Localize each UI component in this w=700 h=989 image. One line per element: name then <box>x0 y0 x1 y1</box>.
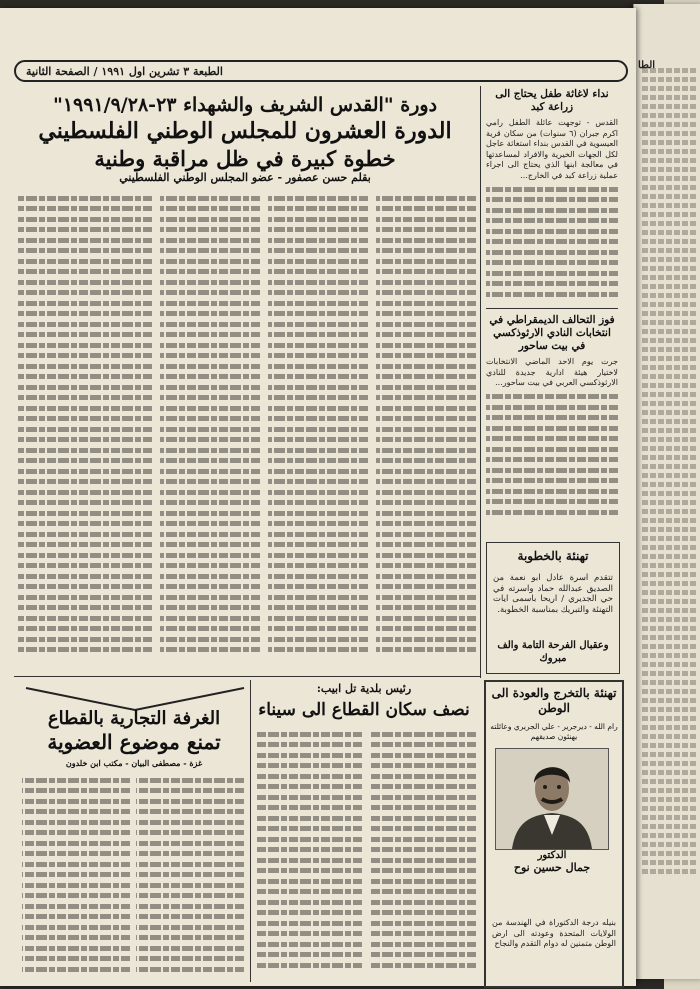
main-story-byline: بقلم حسن عصفور - عضو المجلس الوطني الفلسطيني <box>119 171 371 184</box>
graduate-caption-title: الدكتور <box>537 850 567 861</box>
main-story-subtitle: خطوة كبيرة في ظل مراقبة وطنية <box>94 146 396 171</box>
page-date-line: الطبعة ٣ تشرين اول ١٩٩١ / الصفحة الثانية <box>26 64 223 78</box>
sinai-story-kicker: رئيس بلدية تل ابيب: <box>316 682 412 695</box>
newspaper-page <box>0 8 636 986</box>
graduation-body: بنيله درجة الدكتوراة في الهندسة من الولايات المتحدة وعودته الى ارض الوطن متمنين له دوام التقدم والنجاح <box>492 918 616 948</box>
sinai-story-title: نصف سكان القطاع الى سيناء <box>258 700 470 720</box>
engagement-body: تتقدم اسرة عادل ابو نعمة من الصديق عبدالله حماد واسرته في حي الجديري / اريحا باسمى ايات التهنئة والتبريك بمناسبة الخطوبة. <box>493 573 613 615</box>
main-story-column-4 <box>18 190 152 672</box>
underlying-page-tab: الطا <box>638 60 656 71</box>
main-story-title: الدورة العشرون للمجلس الوطني الفلسطيني <box>38 118 452 144</box>
sinai-story-column-1 <box>370 726 476 982</box>
graduate-caption-name: جمال حسين نوح <box>513 861 591 874</box>
graduation-title: تهنئة بالتخرج والعودة الى الوطن <box>491 686 617 715</box>
page-header <box>14 60 628 82</box>
main-story-column-3 <box>160 190 260 672</box>
chamber-story-column-2 <box>22 772 130 982</box>
chamber-story-banner: الغرفة التجارية بالقطاع <box>47 708 221 729</box>
chamber-story-byline: غزة - مصطفى البيان - مكتب ابن خلدون <box>65 758 203 768</box>
main-story-column-1 <box>376 190 476 672</box>
sidebar-rule <box>486 308 618 309</box>
graduate-photo <box>495 748 609 850</box>
engagement-notice <box>486 542 620 674</box>
sidebar-story-1-lead: القدس - توجهت عائلة الطفل رامي اكرم جبران (٦ سنوات) من سكان قرية العيسوية في القدس بنداء استغاثة عاجل لكل الجهات الخيرية والافراد لمساعدتها في معالجة ابنها الذي يحتاج الى اجراء عملية زراعة كبد في الخارج... <box>486 118 618 180</box>
underlying-page <box>633 4 700 979</box>
underlying-page-text <box>642 64 698 964</box>
sidebar-story-2 <box>486 314 618 536</box>
main-story-column-2 <box>268 190 368 672</box>
section-column-rule <box>250 680 251 982</box>
graduation-from: رام الله - ديرجرير - علي الجريري وعائلته يهنئون صديقهم <box>490 722 618 741</box>
portrait-image <box>496 749 608 849</box>
sidebar-story-1 <box>486 88 618 318</box>
chamber-story-title: تمنع موضوع العضوية <box>47 730 221 754</box>
engagement-wish: وعقبال الفرحة التامة والف مبروك <box>497 640 609 664</box>
sidebar-story-2-lead: جرت يوم الاحد الماضي الانتخابات لاختيار هيئة ادارية جديدة للنادي الارثوذكسي العربي في بيت ساحور... <box>486 357 618 387</box>
sidebar-story-2-title: فوز التحالف الديمقراطي في انتخابات النادي الارثوذكسي في بيت ساحور <box>489 314 615 352</box>
column-rule <box>480 86 481 678</box>
main-story-kicker: دورة "القدس الشريف والشهداء ٢٣-١٩٩١/٩/٢٨" <box>52 94 438 116</box>
section-rule <box>14 676 480 677</box>
sidebar-story-1-title: نداء لاغاثة طفل يحتاج الى زراعة كبد <box>495 88 609 113</box>
engagement-title: تهنئة بالخطوبة <box>517 549 589 563</box>
sinai-story-column-2 <box>256 726 362 982</box>
chamber-story-column-1 <box>136 772 244 982</box>
graduate-caption <box>486 850 618 874</box>
